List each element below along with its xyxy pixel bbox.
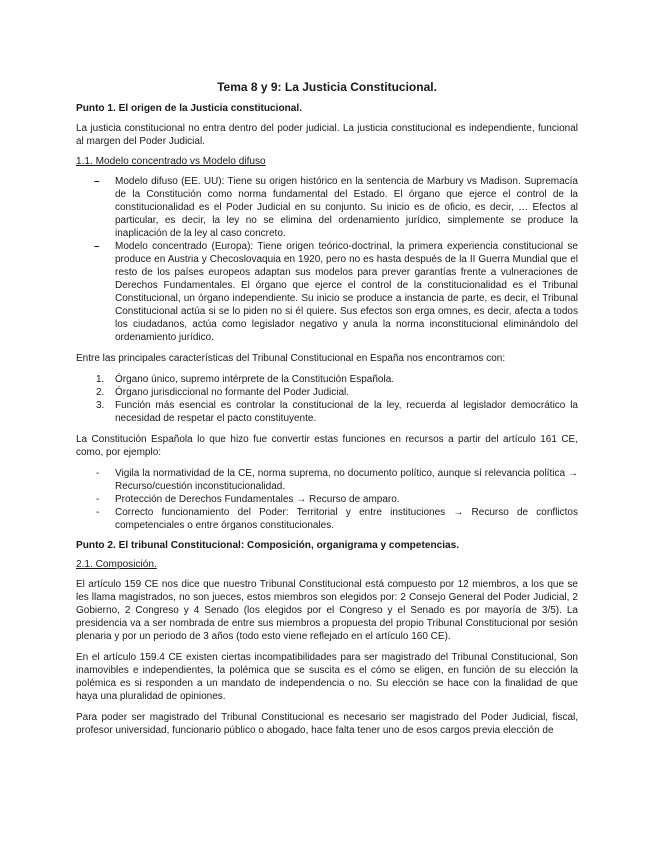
list-item: [76, 373, 578, 386]
paragraph-intro: La justicia constitucional no entra dentro del poder judicial. La justicia constitucional es independiente, funcional al margen del Poder Judicial.: [76, 123, 578, 147]
paragraph-caracteristicas-intro: Entre las principales características del Tribunal Constitucional en España nos encontramos con:: [76, 353, 506, 364]
list-item: - Vigila la normatividad de la CE, norma suprema, no documento político, aunque sí relevancia política → Recurso/cuestión inconstitucionalidad.: [96, 468, 578, 492]
paragraph-recursos-intro: La Constitución Española lo que hizo fue convertir estas funciones en recursos a partir del artículo 161 CE, como, por ejemplo:: [76, 434, 578, 458]
list-number: 1.: [96, 374, 105, 385]
list-number: 2.: [96, 387, 105, 398]
subsection-heading-2-1: 2.1. Composición.: [76, 559, 157, 570]
list-item: - Protección de Derechos Fundamentales → Recurso de amparo.: [96, 494, 400, 505]
list-item-text: Modelo difuso (EE. UU): Tiene su origen histórico en la sentencia de Marbury vs Madison. Supremacía de la Constitución como norma fundamental del Estado. El órgano que ejerce el control de la constitucionalidad es el Poder Judicial en su conjunto. Su inicio es de oficio, es decir, … Efectos al particular, es decir, la ley no se elimina del ordenamiento jurídico, simplemente se produce la inaplicación de la ley al caso concreto.: [115, 176, 578, 239]
document-title: Tema 8 y 9: La Justicia Constitucional.: [217, 80, 437, 94]
list-item-text: Función más esencial es controlar la constitucional de la ley, recuerda al legislador democrático la necesidad de respetar el pacto constituyente.: [115, 400, 578, 424]
list-number: 3.: [96, 400, 105, 411]
list-item: - Correcto funcionamiento del Poder: Territorial y entre instituciones → Recurso de conflictos competenciales o entre órganos constitucionales.: [96, 507, 578, 531]
list-item-text: Vigila la normatividad de la CE, norma suprema, no documento político, aunque sí relevancia política → Recurso/cuestión inconstitucionalidad.: [115, 468, 578, 492]
section-heading-punto-2: Punto 2. El tribunal Constitucional: Composición, organigrama y competencias.: [76, 540, 460, 551]
caracteristicas-list: [76, 373, 578, 425]
list-item-modelo-difuso: – Modelo difuso (EE. UU): Tiene su origen histórico en la sentencia de Marbury vs Madison. Supremacía de la Constitución como norma fundamental del Estado. El órgano que ejerce el control de la constitucionalidad es el Poder Judicial en su conjunto. Su inicio es de oficio, es decir, … Efectos al particular, es decir, la ley no se elimina del ordenamiento jurídico, simplemente se produce la inaplicación de la ley al caso concreto.: [94, 176, 578, 239]
recursos-list: [76, 467, 578, 532]
list-item: [76, 399, 578, 425]
list-item-text: Órgano único, supremo intérprete de la Constitución Española.: [115, 374, 395, 385]
list-item-text: Correcto funcionamiento del Poder: Territorial y entre instituciones → Recurso de conflictos competenciales o entre órganos constitucionales.: [115, 507, 578, 531]
paragraph-composicion-1: El artículo 159 CE nos dice que nuestro Tribunal Constitucional está compuesto por 12 miembros, a los que se les llama magistrados, no son jueces, estos miembros son elegidos por: 2 Consejo General del Poder Judicial, 2 Gobierno, 2 Congreso y 4 Senado (los elegidos por el Congreso y el Senado es por mayoría de 3/5). La presidencia va a ser nombrada de entre sus miembros a propuesta del propio Tribunal Constitucional por sesión plenaria y por un periodo de 3 años (todo esto viene reflejado en el artículo 160 CE).: [76, 579, 578, 642]
list-item-text: Protección de Derechos Fundamentales → Recurso de amparo.: [115, 494, 400, 505]
paragraph-composicion-2: En el artículo 159.4 CE existen ciertas incompatibilidades para ser magistrado del Tribunal Constitucional, Son inamovibles e independientes, la polémica que se suscita es el cómo se eligen, en función de su elección la polémica es si responden a un mandato de independencia o no. Su elección se hace con la finalidad de que haya una pluralidad de opiniones.: [76, 652, 578, 702]
paragraph-composicion-3: Para poder ser magistrado del Tribunal Constitucional es necesario ser magistrado del Poder Judicial, fiscal, profesor universidad, funcionario público o abogado, hace falta tener uno de esos cargos previa elección de: [76, 712, 578, 736]
list-item-modelo-concentrado: – Modelo concentrado (Europa): Tiene origen teórico-doctrinal, la primera experiencia constitucional se produce en Austria y Checoslovaquia en 1920, pero no es hasta después de la II Guerra Mundial que el resto de los países europeos adaptan sus modelos para prever garantías frente a vulneraciones de Derechos Fundamentales. El órgano que ejerce el control de la constitucionalidad es el Tribunal Constitucional, un órgano independiente. Su inicio se produce a instancia de parte, es decir, el Tribunal Constitucional actúa si se lo piden no si él quiere. Sus efectos son erga omnes, es decir, afecta a todos los ciudadanos, actúa como legislador negativo y anula la norma inconstitucional eliminándolo del ordenamiento jurídico.: [94, 241, 578, 343]
models-list: [76, 175, 578, 344]
list-item-text: Órgano jurisdiccional no formante del Poder Judicial.: [115, 387, 350, 398]
subsection-heading-1-1: 1.1. Modelo concentrado vs Modelo difuso: [76, 156, 266, 167]
list-item-text: Modelo concentrado (Europa): Tiene origen teórico-doctrinal, la primera experiencia constitucional se produce en Austria y Checoslovaquia en 1920, pero no es hasta después de la II Guerra Mundial que el resto de los países europeos adaptan sus modelos para prever garantías frente a vulneraciones de Derechos Fundamentales. El órgano que ejerce el control de la constitucionalidad es el Tribunal Constitucional, un órgano independiente. Su inicio se produce a instancia de parte, es decir, el Tribunal Constitucional actúa si se lo piden no si él quiere. Sus efectos son erga omnes, es decir, afecta a todos los ciudadanos, actúa como legislador negativo y anula la norma inconstitucional eliminándolo del ordenamiento jurídico.: [115, 241, 578, 343]
section-heading-punto-1: Punto 1. El origen de la Justicia constitucional.: [76, 103, 303, 114]
list-item: [76, 386, 578, 399]
